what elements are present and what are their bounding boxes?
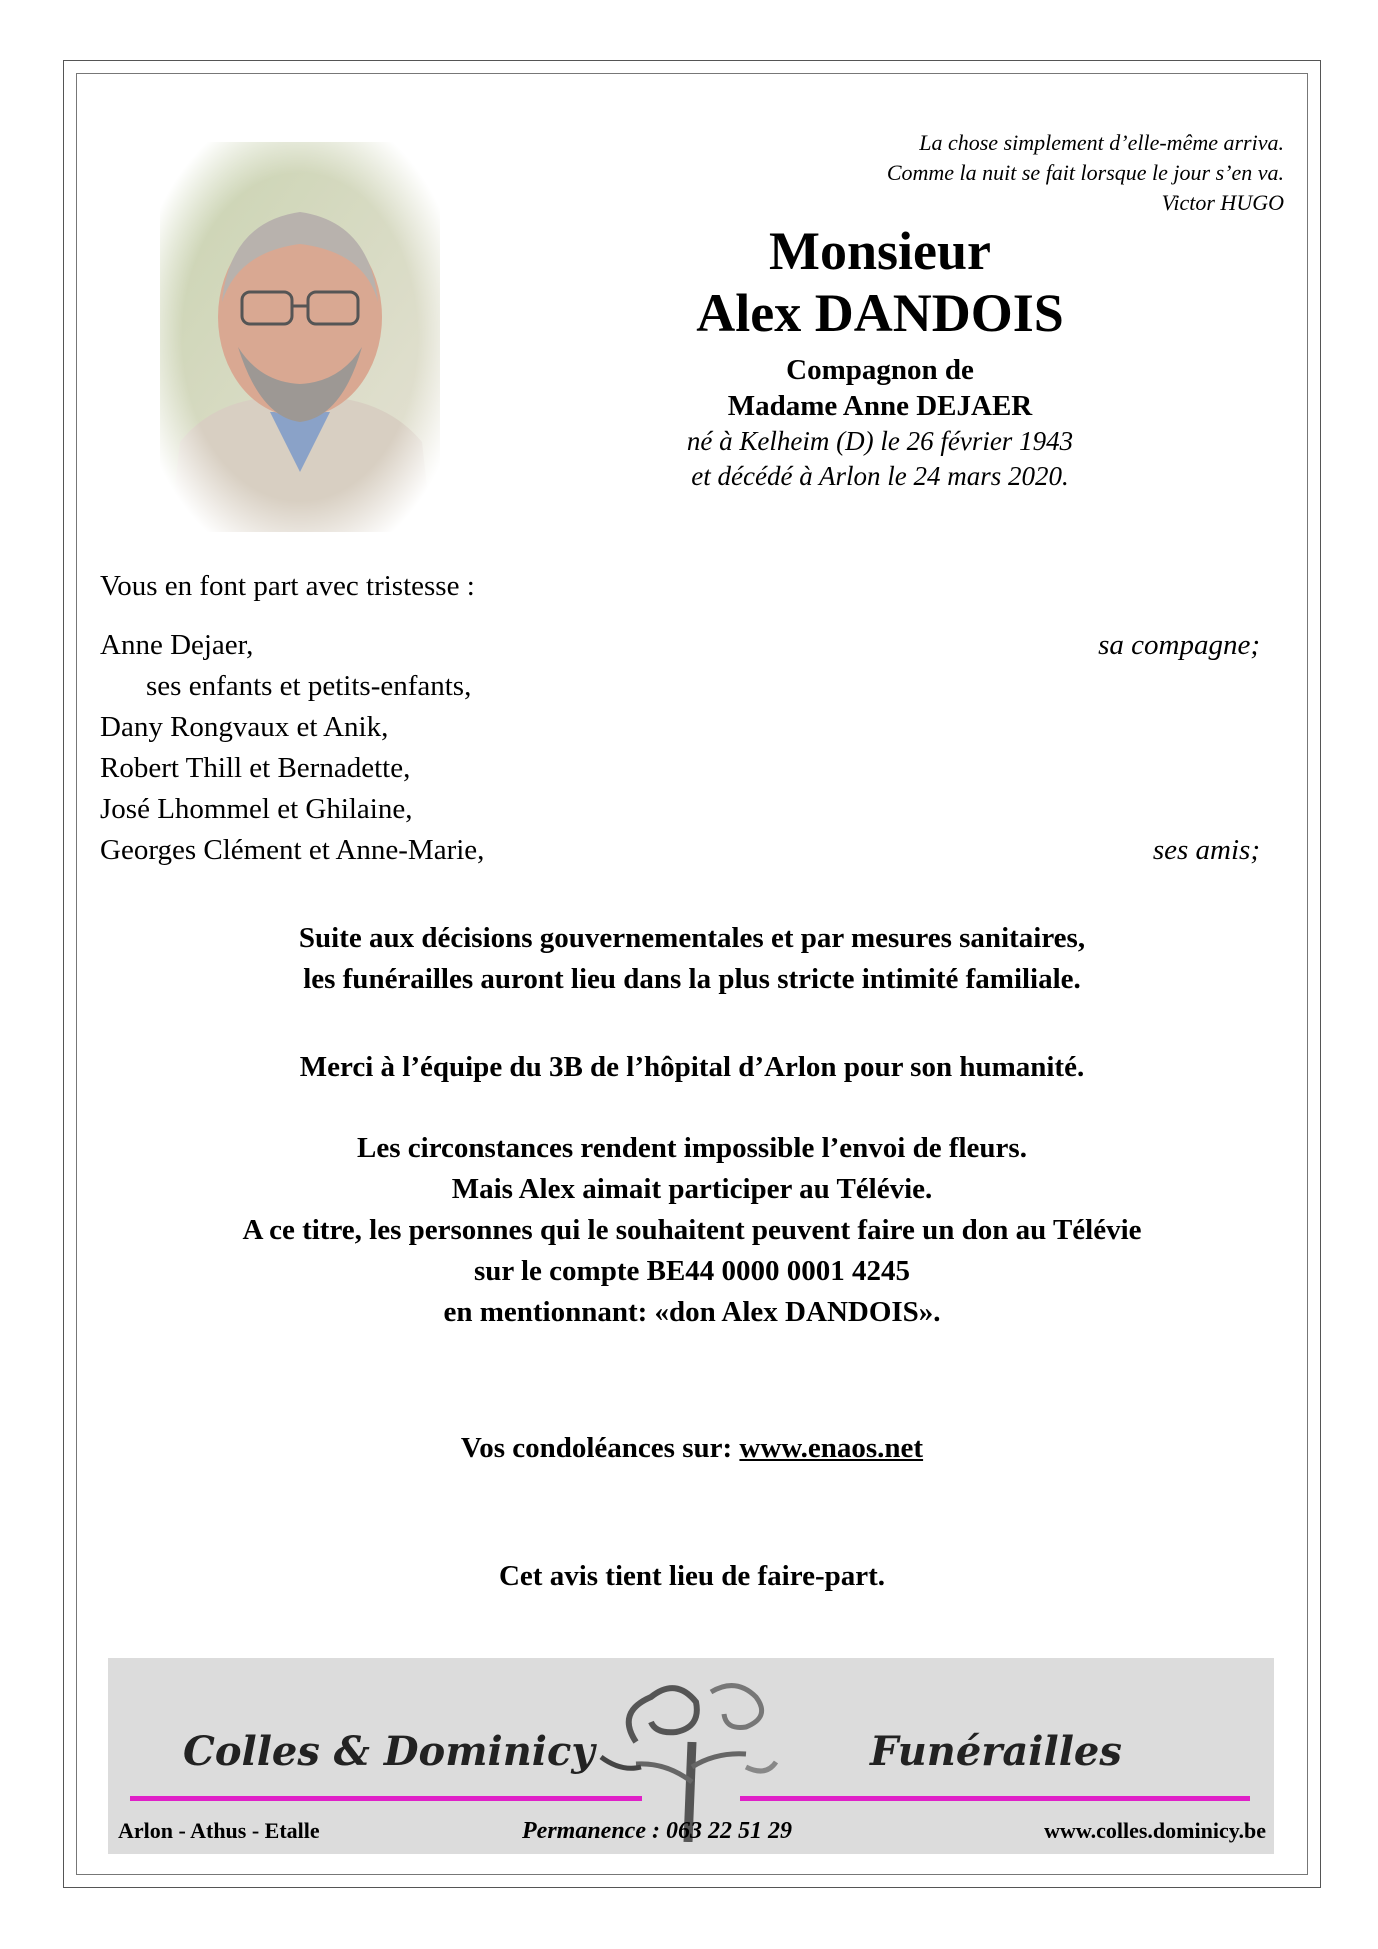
- deceased-partner: Madame Anne DEJAER: [727, 390, 1033, 422]
- family-member-name: José Lhommel et Ghilaine,: [100, 793, 413, 825]
- deceased-header: [600, 222, 1160, 494]
- family-row: [100, 789, 1260, 830]
- family-row: [100, 830, 1260, 871]
- portrait-photo: [160, 142, 440, 532]
- hospital-thanks: Merci à l’équipe du 3B de l’hôpital d’Arlon pour son humanité.: [299, 1051, 1085, 1083]
- family-row: [100, 625, 1260, 666]
- faire-part-note: Cet avis tient lieu de faire-part.: [498, 1560, 886, 1592]
- family-member-role: ses amis;: [1152, 834, 1260, 866]
- notice-line-2: les funérailles auront lieu dans la plus stricte intimité familiale.: [303, 963, 1081, 995]
- quote-author: Victor HUGO: [1161, 190, 1284, 215]
- funeral-home-website[interactable]: www.colles.dominicy.be: [1044, 1818, 1266, 1843]
- announcement-intro: Vous en font part avec tristesse :: [100, 570, 475, 602]
- accent-line-left: [130, 1796, 642, 1801]
- family-member-name: Anne Dejaer,: [100, 629, 254, 661]
- notice-line-1: Suite aux décisions gouvernementales et par mesures sanitaires,: [298, 922, 1086, 954]
- family-list: [100, 625, 1260, 871]
- deceased-civility: Monsieur: [769, 221, 991, 281]
- epigraph-quote: [644, 128, 1284, 218]
- donation-line-1: Les circonstances rendent impossible l’envoi de fleurs.: [357, 1132, 1027, 1164]
- condolences-label: Vos condoléances sur:: [460, 1432, 740, 1464]
- condolences-link[interactable]: www.enaos.net: [739, 1432, 924, 1464]
- family-member-role: sa compagne;: [1098, 629, 1260, 661]
- family-row: [100, 707, 1260, 748]
- family-member-name: Dany Rongvaux et Anik,: [100, 711, 389, 743]
- donation-line-2: Mais Alex aimait participer au Télévie.: [451, 1173, 933, 1205]
- funeral-home-banner: [108, 1658, 1274, 1854]
- deceased-birth: né à Kelheim (D) le 26 février 1943: [686, 426, 1074, 456]
- family-member-name: Robert Thill et Bernadette,: [100, 752, 411, 784]
- condolences-line: [78, 1428, 1306, 1469]
- deceased-relation: Compagnon de: [786, 354, 974, 386]
- deceased-name: Alex DANDOIS: [696, 283, 1064, 343]
- funeral-home-name: Colles & Dominicy: [183, 1728, 595, 1775]
- accent-line-right: [740, 1796, 1250, 1801]
- quote-line-1: La chose simplement d’elle-même arriva.: [919, 130, 1284, 155]
- family-row: [100, 748, 1260, 789]
- tree-logo-icon: [596, 1672, 786, 1842]
- quote-line-2: Comme la nuit se fait lorsque le jour s’en va.: [886, 160, 1284, 185]
- donation-line-4: sur le compte BE44 0000 0001 4245: [473, 1255, 911, 1287]
- donation-notice: [78, 1128, 1306, 1333]
- permanence-phone: Permanence : 063 22 51 29: [522, 1818, 792, 1844]
- funeral-home-tagline: Funérailles: [870, 1728, 1122, 1775]
- sanitary-notice: [78, 918, 1306, 1000]
- donation-line-3: A ce titre, les personnes qui le souhaitent peuvent faire un don au Télévie: [242, 1214, 1142, 1246]
- family-member-name: Georges Clément et Anne-Marie,: [100, 834, 485, 866]
- donation-line-5: en mentionnant: «don Alex DANDOIS».: [443, 1296, 941, 1328]
- family-member-name: ses enfants et petits-enfants,: [146, 670, 472, 702]
- deceased-death: et décédé à Arlon le 24 mars 2020.: [691, 461, 1069, 491]
- family-row: [100, 666, 1260, 707]
- branch-towns: Arlon - Athus - Etalle: [118, 1818, 320, 1843]
